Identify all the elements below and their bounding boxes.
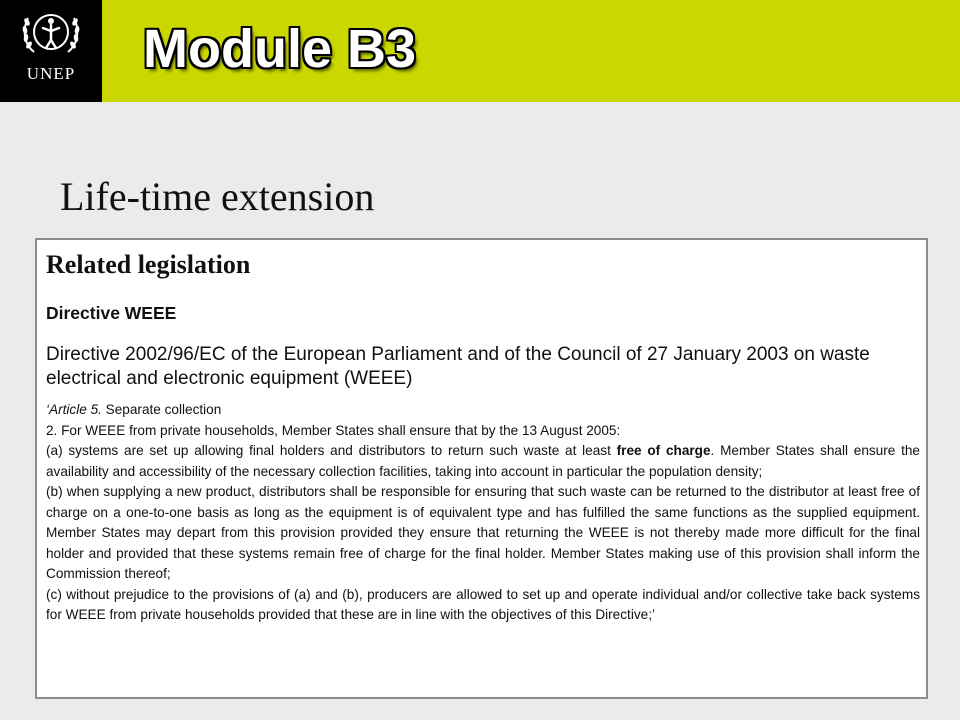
para-a-end: . Member States shall ensure the availability and accessibility of the necessary collection facilities, taking into account in particular the population density; bbox=[46, 443, 920, 479]
article-paragraph-b: (b) when supplying a new product, distributors shall be responsible for ensuring that such waste can be returned to the distributor at least free of charge on a one-to-one basis as long as the equipment is of equivalent type and has fulfilled the same functions as the supplied equipment. Member States may depart from this provision provided they ensure that returning the WEEE is not thereby made more difficult for the final holder and provided that these systems remain free of charge for the final holder. Member States making use of this provision shall inform the Commission thereof; bbox=[46, 484, 920, 581]
article-text bbox=[46, 400, 920, 626]
article-title bbox=[46, 400, 920, 421]
section-heading: Related legislation bbox=[46, 250, 251, 279]
article-paragraph-a bbox=[46, 441, 920, 482]
article-paragraph-c: (c) without prejudice to the provisions of (a) and (b), producers are allowed to set up and operate individual and/or collective take back systems for WEEE from private households provided that these are in line with the objectives of this Directive;’ bbox=[46, 586, 920, 622]
article-paragraph-2: 2. For WEEE from private households, Member States shall ensure that by the 13 August 2005: bbox=[46, 422, 621, 438]
module-title: Module B3 bbox=[143, 19, 417, 79]
unep-emblem-icon bbox=[0, 0, 102, 64]
article-number: ‘Article 5. bbox=[46, 402, 102, 417]
unep-logo bbox=[0, 0, 102, 102]
directive-subheading: Directive WEEE bbox=[46, 303, 177, 323]
article-title-text: Separate collection bbox=[101, 402, 222, 417]
logo-wordmark: UNEP bbox=[26, 64, 76, 83]
content-box bbox=[35, 238, 928, 699]
para-a-start: (a) systems are set up allowing final holders and distributors to return such waste at least bbox=[46, 443, 617, 458]
slide-title: Life-time extension bbox=[60, 174, 375, 219]
directive-intro: Directive 2002/96/EC of the European Parliament and of the Council of 27 January 2003 on waste electrical and electronic equipment (WEEE) bbox=[46, 344, 870, 389]
para-a-emphasis: free of charge bbox=[616, 443, 711, 458]
